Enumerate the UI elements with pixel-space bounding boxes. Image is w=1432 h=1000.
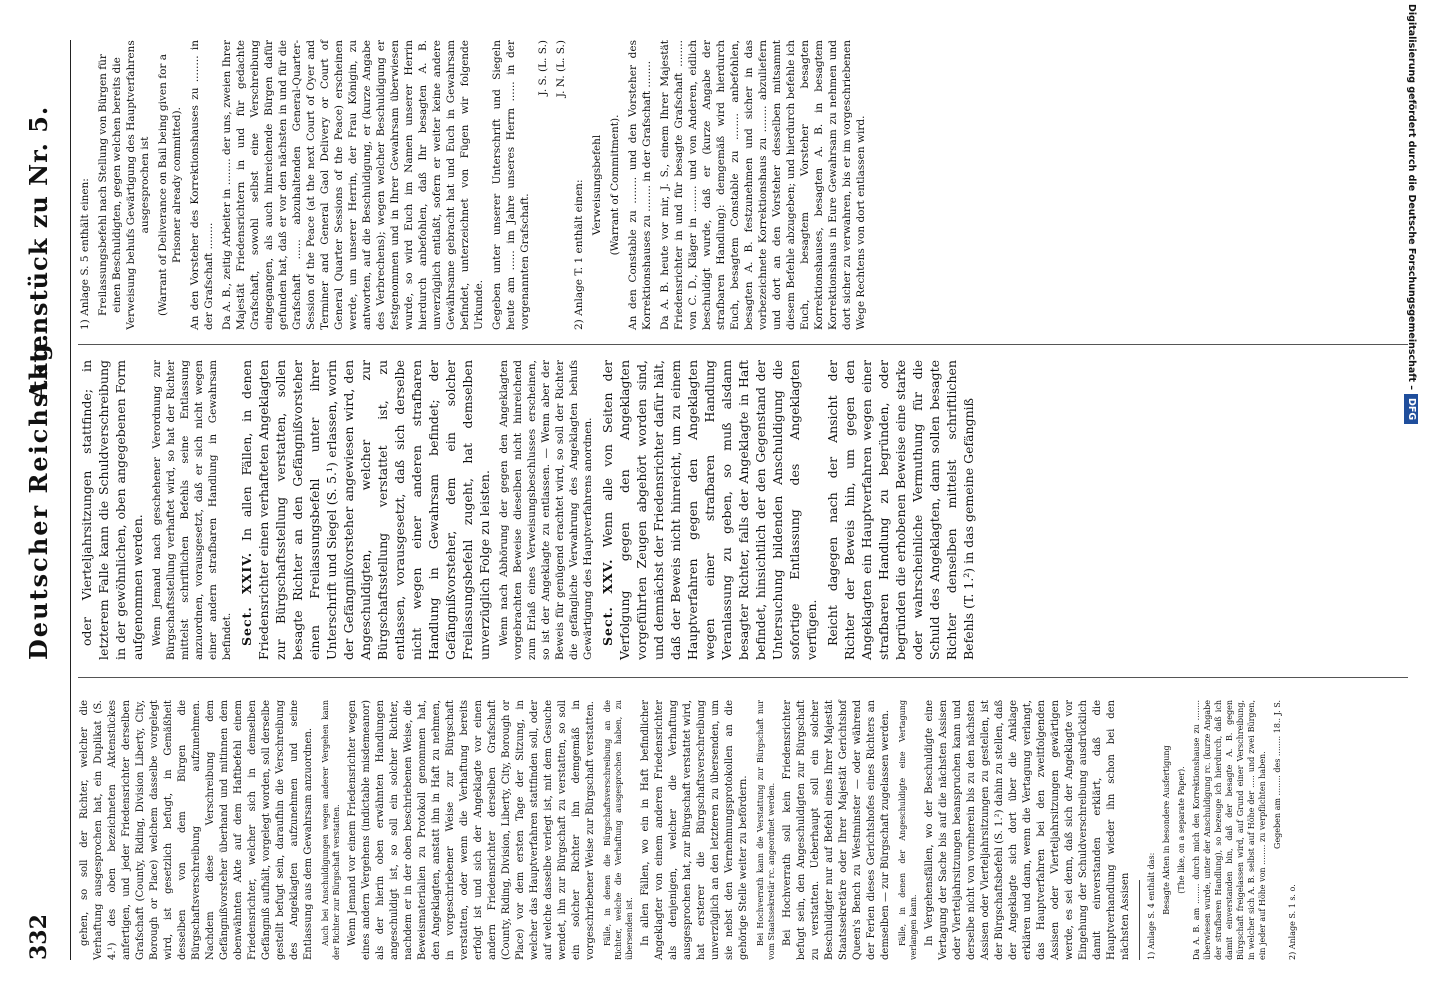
column-middle bbox=[78, 360, 981, 660]
footnote-body: Da A. B., zeitig Arbeiter in ........ der uns, zweien Ihrer Majestät Friedensrichtern in und für gedachte Grafschaft, sowohl selbst eine Verschreibung eingegangen, als auch hinreichende Bürgen dafür gefunden hat, daß er vor den nächsten in und für die Grafschaft ...... abzuhaltenden General-Quarter-Session of the Peace (at the next Court of Oyer and Terminer and General Gaol Delivery or Court of General Quarter Sessions of the Peace) erscheinen werde, um unserer Herrin, der Frau Königin, zu antworten, auf die Beschuldigung, er (kurze Angabe des Verbrechens); wegen welcher Beschuldigung er festgenommen und in Ihrer Gewahrsam überwiesen wurde, so wird Euch im Namen unserer Herrin hierdurch anbefohlen, daß Ihr besagten A. B. unverzüglich entlaßt, sofern er weiter keine andere Gewährsame gebracht hat und Euch in Gewahrsam befindet, unterzeichnet von Fügen wir folgende Urkunde. bbox=[221, 40, 485, 330]
footnote-subtitle: (Warrant of Deliverance on Bail being given for a Prisoner already committed). bbox=[157, 53, 183, 317]
footnote-body: An den Constable zu ........ und den Vorsteher des Korrektionshauses zu ........ in der Grafschaft ........ bbox=[627, 40, 653, 330]
footnote-subtitle: (Warrant of Commitment). bbox=[609, 114, 621, 256]
footnote-date: Gegeben am ........ des ........ 18.. J. S. bbox=[1273, 700, 1282, 849]
footnote-body: Da A. B. heute vor mir, J. S., einem Ihrer Majestät Friedensrichter in und für besagte Grafschaft ........ von C. D., Kläger in ........ und von Anderen, eidlich beschuldigt wurde, daß er (kurze Angabe der strafbaren Handlung): demgemäß wird hierdurch Euch, besagtem Constable zu ........ anbefohlen, besagten A. B. festzunehmen und sicher in das vorbezeichnete Korrektionshaus zu ........ abzuliefern und dort an den Vorsteher desselben mitsammt diesem Befehle abzugeben; und hierdurch befehle ich Euch, besagtem Vorsteher besagten Korrektionshauses, besagten A. B. in besagtem Korrektionshaus in Eure Gewahrsam zu nehmen und dort sicher zu verwahren, bis er im vorgeschriebenen Wege Rechtens von dort entlassen wird. bbox=[659, 40, 867, 330]
column-right bbox=[78, 40, 872, 330]
running-title-left: Deutscher Reichstag. bbox=[24, 331, 53, 660]
margin-note: Bei Hochverrath kann die Verstattung zur Bürgschaft nur vom Staatssekretär rc. angeordnet werden. bbox=[756, 700, 776, 960]
running-title-right: Aktenstück zu Nr. 5. bbox=[24, 105, 53, 400]
paragraph: Reicht dagegen nach der Ansicht der Richter der Beweis hin, um gegen den Angeklagten ein Hauptverfahren wegen einer strafbaren Handlung zu begründen, oder begründen die erhobenen Beweise eine starke oder wahrscheinliche Vermuthung für die Schuld des Angeklagten, dann sollen besagte Richter denselben mittelst schriftlichen Befehls (T. 1.²) in das gemeine Gefängniß bbox=[825, 360, 976, 660]
margin-note: Fälle, in denen der Angeschuldigte eine Vertagung verlangen kann. bbox=[898, 700, 918, 960]
signature: J. N. (L. S.) bbox=[555, 40, 567, 98]
footnote-date: Gegeben unter unserer Unterschrift und Siegeln heute am ...... im Jahre unseres Herrn ...... in der vorgenannten Grafschaft. bbox=[491, 40, 531, 330]
footnote-title: 1) Anlage S. 4 enthält das: bbox=[1147, 852, 1156, 960]
footnote-2: 2) Anlage S. 1 s. o. bbox=[1288, 884, 1297, 960]
footnote-body: An den Vorsteher des Korrektionshauses zu ........ in der Grafschaft ........ bbox=[189, 40, 215, 330]
digitization-label: Digitalisierung gefördert durch die Deutsche Forschungsgemeinschaft – bbox=[1406, 4, 1417, 391]
section-heading: Sect. XXIV. bbox=[239, 551, 254, 646]
page-number: 332 bbox=[26, 914, 52, 960]
footnote-title: 2) Anlage T. 1 enthält einen: bbox=[573, 179, 585, 330]
section-heading: Sect. XXV. bbox=[600, 558, 615, 646]
column-left bbox=[78, 700, 1302, 960]
footnote-rule bbox=[1139, 880, 1140, 960]
footnote-subtitle: Freilassungsbefehl nach Stellung von Bürgen für einen Beschuldigten, gegen welchen bereits die Verweisung behufs Gewärtigung des Hauptverfahrens ausgesprochen ist bbox=[97, 40, 151, 330]
page-header bbox=[8, 40, 68, 960]
column-divider bbox=[78, 344, 1408, 345]
column-divider bbox=[78, 677, 1408, 678]
signature: J. S. (L. S.) bbox=[537, 40, 549, 96]
paragraph-small: Wenn nach Abhörung der gegen den Angeklagten vorgebrachten Beweise dieselben nicht hinreichend zum Erlaß eines Verweisungsbeschlusses erscheinen, so ist der Angeklagte zu entlassen. — Wenn aber der Beweis für genügend erachtet wird, so soll der Richter die gefängliche Verwahrung des Angeklagten behufs Gewärtigung des Hauptverfahrens anordnen. bbox=[498, 360, 594, 660]
footnote-title: 1) Anlage S. 5 enthält einen: bbox=[79, 178, 91, 330]
paragraph-small: Wenn Jemand nach geschehener Verordnung zur Bürgschaftsstellung verhaftet wird, so hat der Richter mittelst schriftlichen Befehls seine Entlassung anzuordnen, vorausgesetzt, daß er sich nicht wegen einer andern strafbaren Handlung in Gewahrsam befindet. bbox=[151, 360, 233, 660]
footnote-body: Da A. B. am ........ durch mich den Korrektionshause zu ........ überwiesen wurde, unter der Anschuldigung rc. (kurze Angabe der strafbaren Handlung), so bezeuge ich hierdurch, daß ich damit einverstanden bin, daß der besagte A. B. gegen Bürgschaft freigelassen wird, auf Grund einer Verschreibung, in welcher sich A. B. selbst auf Höhe der ..... und zwei Bürgen, ein jeder auf Höhe von ........ zu verpflichten haben. bbox=[1192, 700, 1267, 960]
digitization-note bbox=[1400, 4, 1424, 994]
margin-note: Auch bei Anschuldigungen wegen anderer Vergehen kann der Richter zur Bürgschaft verstatten. bbox=[321, 700, 341, 960]
header-rule bbox=[70, 40, 71, 960]
paragraph: In allen Fällen, wo ein in Haft befindlicher Angeklagter von einem anderen Friedensrichter als denjenigen, welcher die Verhaftung ausgesprochen hat, zur Bürgschaft verstattet wird, hat ersterer die Bürgschaftsverschreibung unverzüglich an den letzteren zu übersenden, um sie nebst den Vernehmungsprotokollen an die gehörige Stelle weiter zu befördern. bbox=[640, 700, 749, 960]
paragraph: gehen, so soll der Richter, welcher die Verhaftung ausgesprochen hat, ein Duplikat (S. 4.¹) des oben bezeichneten Aktenstückes anfertigen, und jeder Friedensrichter derselben Grafschaft (County, Riding, Division Liberty, City, Borough or Place) welchem dasselbe vorgelegt wird, ist gesetzlich befugt, in Gemäßheit desselben von dem Bürgen die Bürgschaftsverschreibung aufzunehmen. Nachdem diese Verschreibung dem Gefängnißvorsteher überhand und mitinnen dem obenwähnten Akte auf dem Haftbefehl einem Friedensrichter, welcher sich in demselben Gefängniß aufhält, vorgelegt worden, soll derselbe gestellt befugt sein, daraufhin die Verschreibung des Angeklagten aufzunehmen und seine Entlassung aus dem Gewahrsam anzuordnen. bbox=[79, 700, 314, 960]
paragraph: Wenn alle von Seiten der Verfolgung gegen den Angeklagten vorgeführten Zeugen abgehört worden sind, und demnächst der Friedensrichter dafür hält, daß der Beweis nicht hinreicht, um zu einem Hauptverfahren gegen den Angeklagten wegen einer strafbaren Handlung Veranlassung zu geben, so muß alsdann besagter Richter, falls der Angeklagte in Haft befindet, hinsichtlich der den Gegenstand der Untersuchung bildenden Anschuldigung die sofortige Entlassung des Angeklagten verfügen. bbox=[600, 360, 819, 660]
paragraph: oder Vierteljahrsitzungen stattfinde; in letzterem Falle kann die Schuldverschreibung in der gewöhnlichen, oben angegebenen Form aufgenommen werden. bbox=[79, 360, 145, 660]
paragraph: In allen Fällen, in denen Friedensrichter einen verhafteten Angeklagten zur Bürgschaftsstellung verstatten, sollen besagte Richter an den Gefängnißvorsteher einen Freilassungsbefehl unter ihrer Unterschrift und Siegel (S. 5.¹) erlassen, worin der Gefängnißvorsteher angewiesen wird, den Angeschuldigten, welcher zur Bürgschaftsstellung verstattet ist, zu entlassen, vorausgesetzt, daß sich derselbe nicht wegen einer anderen strafbaren Handlung in Gewahrsam befindet; der Gefängnißvorsteher, dem ein solcher Freilassungsbefehl zugeht, hat demselben unverzüglich Folge zu leisten. bbox=[239, 360, 492, 660]
margin-note: Fälle, in denen die Bürgschaftsverschreibung an die Richter, welche die Verhaftung ausgesprochen haben, zu übersenden ist. bbox=[603, 700, 634, 960]
footnote-subtitle: (The like, on a separate Paper). bbox=[1177, 766, 1186, 894]
paragraph: In Vergehensfällen, wo der Beschuldigte eine Vertagung der Sache bis auf die nächsten Assisen oder Vierteljahrsitzungen beanspruchen kann und derselbe nicht von vornherein bis zu den nächsten Assisen oder Vierteljahrsitzungen zu gestellen, ist der Bürgschaftsbefehl (S. 1.²) dahin zu stellen, daß der Angeklagte sich dort über die Anklage erklären und dann, wenn die Vertagung verlangt, das Hauptverfahren bei den zweitfolgenden Assisen oder Vierteljahrsitzungen gewärtigen werde, es sei denn, daß sich der Angeklagte vor Eingehung der Schuldverschreibung ausdrücklich damit einverstanden erklärt, daß die Hauptverhandlung wieder ihn schon bei den nächsten Assisen bbox=[924, 700, 1131, 960]
paragraph: Bei Hochverrath soll kein Friedensrichter befugt sein, den Angeschuldigten zur Bürgschaft zu verstatten. Ueberhaupt soll ein solcher Beschuldigter nur auf Befehl eines Ihrer Majestät Staatssekretäre oder Ihrer Majestät Gerichtshof Queen's Bench zu Westminster — oder während der Ferien dieses Gerichtshofes eines Richters an demselben — zur Bürgschaft zugelassen werden. bbox=[782, 700, 891, 960]
dfg-logo: DFG bbox=[1404, 394, 1418, 424]
digitization-text bbox=[1400, 4, 1422, 994]
footnote-subtitle: Besagte Akten in besondere Ausfertigung bbox=[1162, 745, 1171, 915]
footnote-subtitle: Verweisungsbefehl bbox=[591, 134, 603, 236]
paragraph: Wenn Jemand vor einem Friedensrichter wegen eines andern Vergehens (indictable misdemeanor) als der hierin oben erwähnten Handlungen angeschuldigt ist, so soll ein solcher Richter, nachdem er in der oben beschriebenen Weise, die Beweismaterialien zu Protokoll genommen hat, den Angeklagten, anstatt ihn in Haft zu nehmen, in vorgeschriebener Weise zur Bürgschaft verstatten, oder wenn die Verhaftung bereits erfolgt ist und sich der Angeklagte vor einen andern Friedensrichter derselben Grafschaft (County, Riding, Division, Liberty, City, Borough or Place) vor dem ersten Tage der Sitzung, in welcher das Hauptverfahren stattfinden soll, oder auf welche dasselbe verlegt ist, mit dem Gesuche wendet, ihn zur Bürgschaft zu verstatten, so soll ein solcher Richter ihn demgemäß in vorgeschriebener Weise zur Bürgschaft verstatten. bbox=[347, 700, 596, 960]
